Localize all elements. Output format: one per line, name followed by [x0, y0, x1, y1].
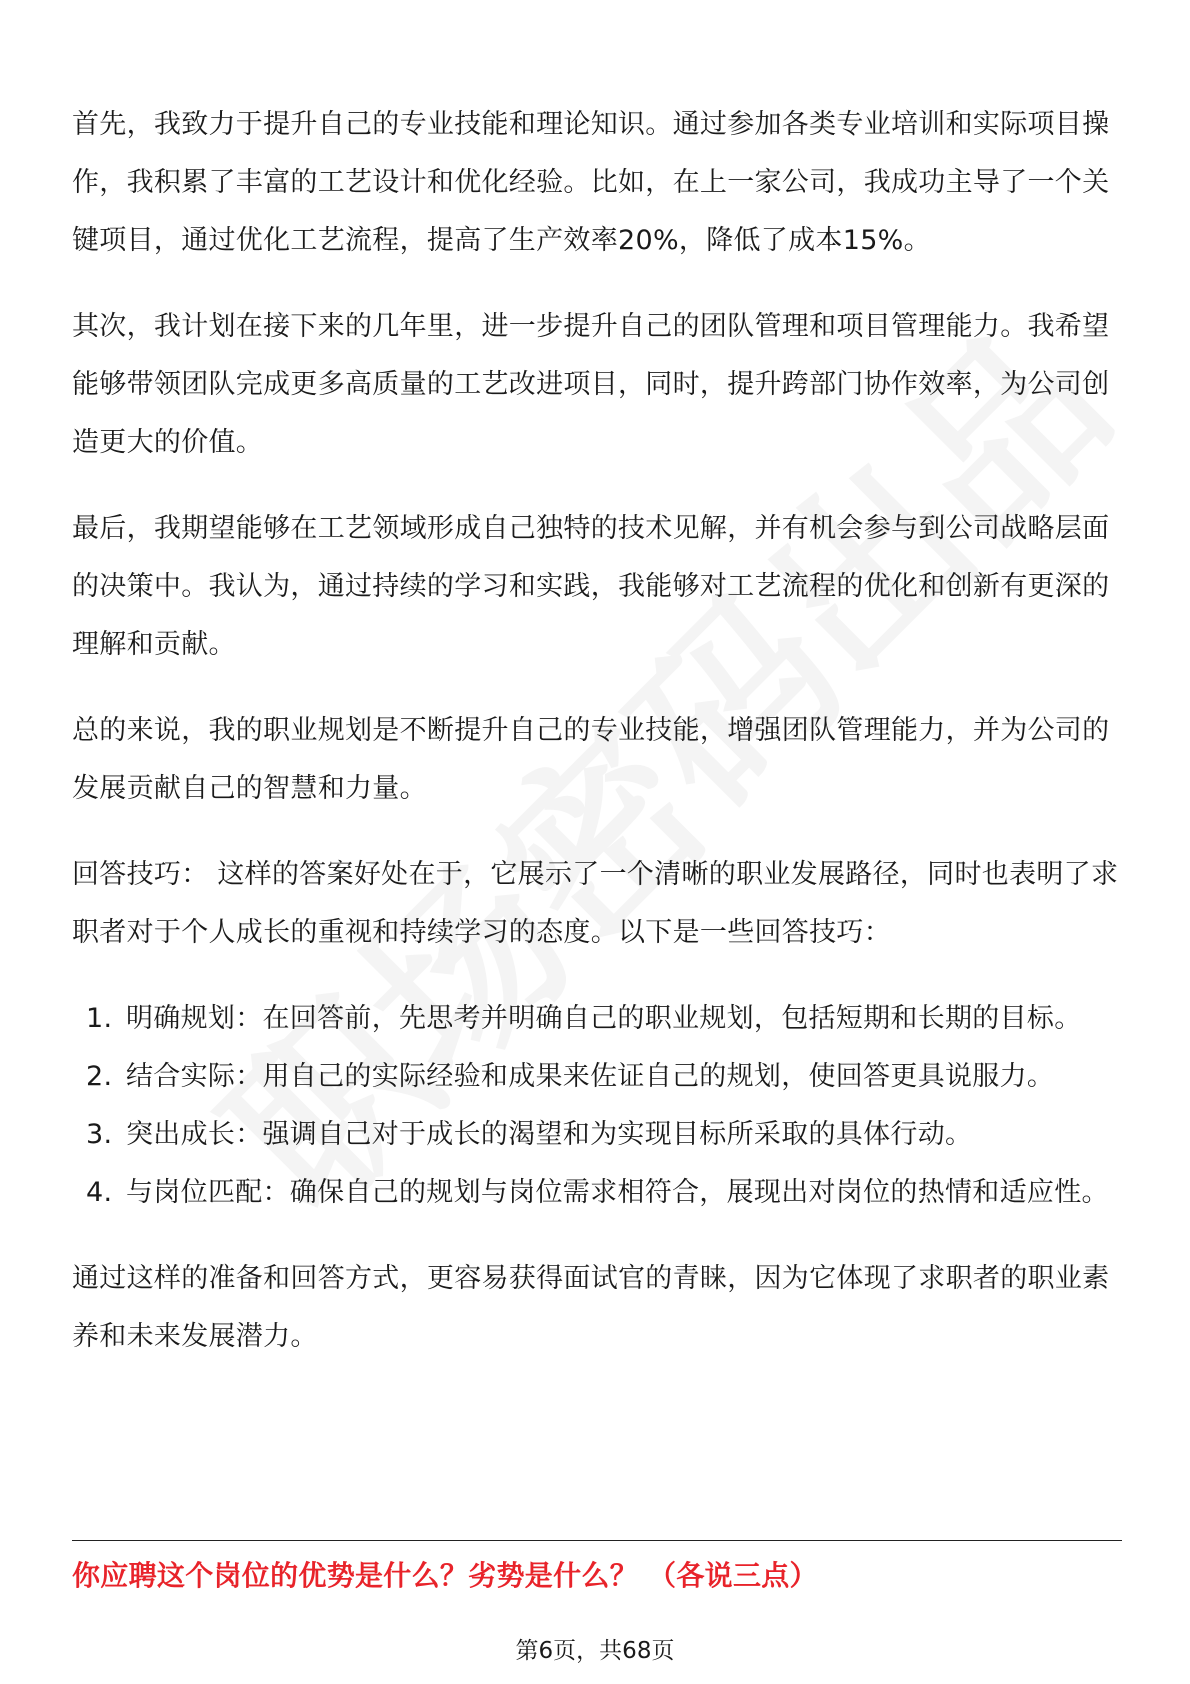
list-item-number: 1.: [86, 1003, 113, 1034]
list-item: [72, 990, 1122, 1048]
list-item: [72, 1048, 1122, 1106]
paragraph-management: 其次，我计划在接下来的几年里，进一步提升自己的团队管理和项目管理能力。我希望能够带领团队完成更多高质量的工艺改进项目，同时，提升跨部门协作效率，为公司创造更大的价值。: [72, 311, 1110, 458]
page-number: 第6页，共68页: [515, 1638, 675, 1664]
list-item: [72, 1106, 1122, 1164]
next-question-heading: 你应聘这个岗位的优势是什么？劣势是什么？ （各说三点）: [72, 1559, 818, 1592]
paragraph-strategy: 最后，我期望能够在工艺领域形成自己独特的技术见解，并有机会参与到公司战略层面的决策中。我认为，通过持续的学习和实践，我能够对工艺流程的优化和创新有更深的理解和贡献。: [72, 513, 1110, 660]
list-item-text: 结合实际：用自己的实际经验和成果来佐证自己的规划，使回答更具说服力。: [126, 1061, 1055, 1092]
section-divider: [72, 1540, 1122, 1541]
document-body: [72, 96, 1122, 1394]
list-item-number: 2.: [86, 1061, 113, 1092]
paragraph-answer-tips: 回答技巧： 这样的答案好处在于，它展示了一个清晰的职业发展路径，同时也表明了求职者对于个人成长的重视和持续学习的态度。以下是一些回答技巧：: [72, 859, 1119, 948]
tips-list: [72, 990, 1122, 1222]
list-item-number: 4.: [86, 1177, 113, 1208]
list-item-text: 明确规划：在回答前，先思考并明确自己的职业规划，包括短期和长期的目标。: [126, 1003, 1082, 1034]
list-item-text: 突出成长：强调自己对于成长的渴望和为实现目标所采取的具体行动。: [126, 1119, 973, 1150]
list-item: [72, 1164, 1122, 1222]
paragraph-summary: 总的来说，我的职业规划是不断提升自己的专业技能，增强团队管理能力，并为公司的发展贡献自己的智慧和力量。: [72, 715, 1110, 804]
list-item-number: 3.: [86, 1119, 113, 1150]
list-item-text: 与岗位匹配：确保自己的规划与岗位需求相符合，展现出对岗位的热情和适应性。: [126, 1177, 1109, 1208]
paragraph-skills: 首先，我致力于提升自己的专业技能和理论知识。通过参加各类专业培训和实际项目操作，我积累了丰富的工艺设计和优化经验。比如，在上一家公司，我成功主导了一个关键项目，通过优化工艺流程，提高了生产效率20%，降低了成本15%。: [72, 109, 1110, 256]
paragraph-conclusion: 通过这样的准备和回答方式，更容易获得面试官的青睐，因为它体现了求职者的职业素养和未来发展潜力。: [72, 1263, 1110, 1352]
